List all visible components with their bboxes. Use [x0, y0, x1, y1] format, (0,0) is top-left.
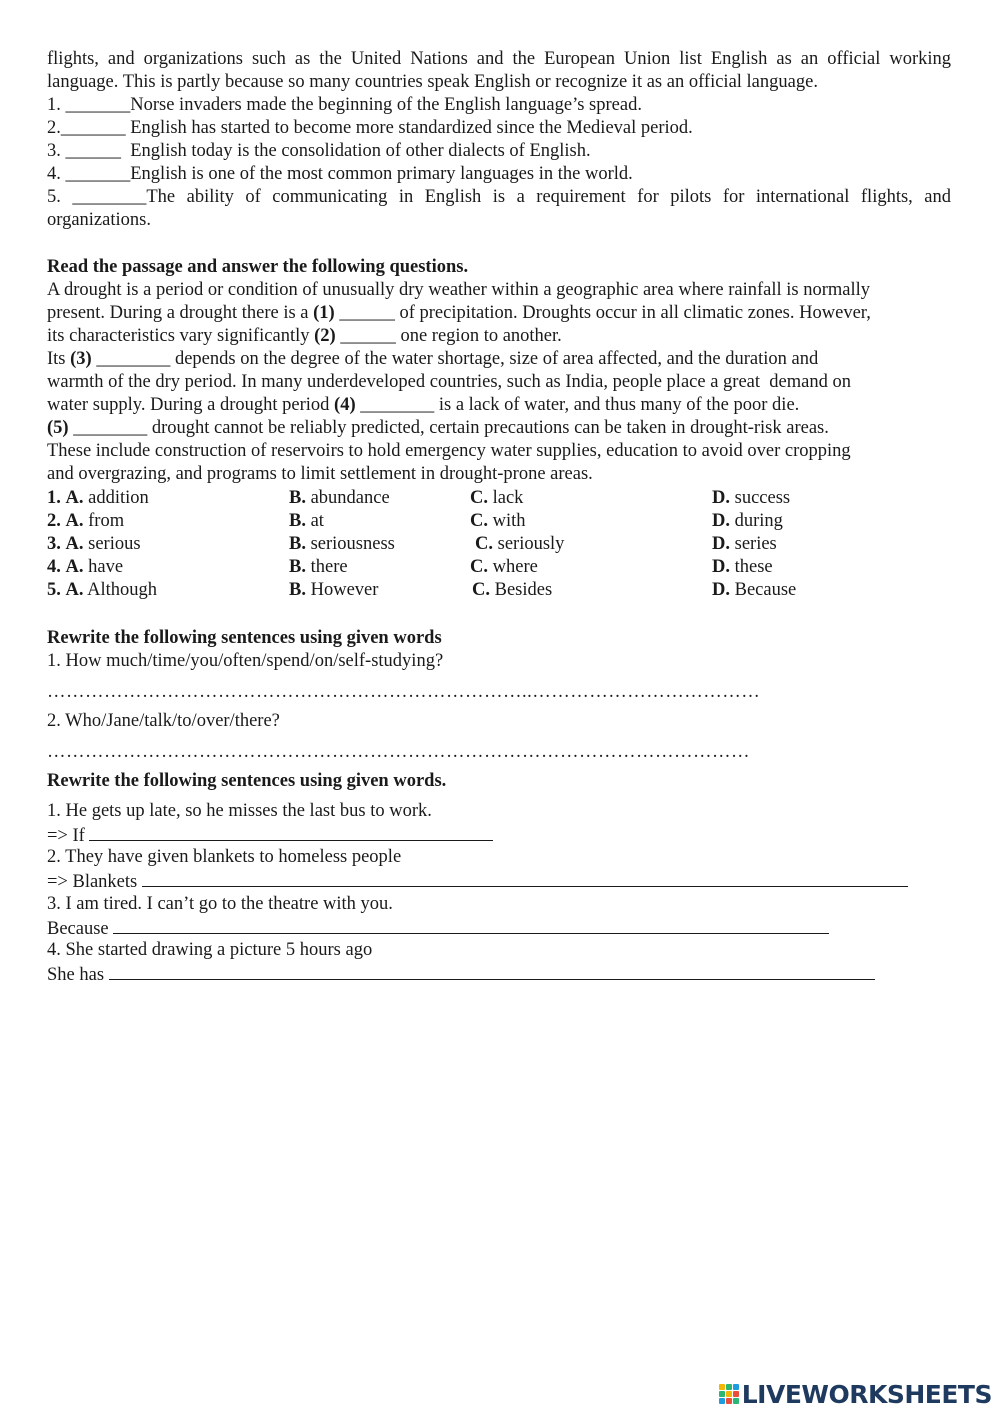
tf-blank-1[interactable]: _______ [65, 95, 131, 115]
tf-blank-3[interactable]: ______ [65, 141, 121, 161]
option-3-c[interactable]: C. seriously [475, 534, 565, 554]
option-1-b[interactable]: B. abundance [289, 488, 390, 508]
rewrite1-question-2: 2. Who/Jane/talk/to/over/there? [47, 711, 280, 731]
liveworksheets-logo [719, 1379, 992, 1409]
option-4-d[interactable]: D. these [712, 557, 773, 577]
cloze-line-3: its characteristics vary significantly (2) ______ one region to another. [47, 326, 562, 346]
rewrite1-heading: Rewrite the following sentences using given words [47, 628, 442, 648]
rewrite2-answer-4: She has [47, 962, 875, 987]
option-4-b[interactable]: B. there [289, 557, 348, 577]
option-2-c[interactable]: C. with [470, 511, 526, 531]
cloze-line-5: warmth of the dry period. In many underdeveloped countries, such as India, people place a great demand on [47, 372, 851, 392]
rewrite2-question-2: 2. They have given blankets to homeless people [47, 847, 402, 867]
tf-blank-5[interactable]: ________ [72, 187, 147, 207]
rewrite2-question-3: 3. I am tired. I can’t go to the theatre with you. [47, 894, 393, 914]
option-3-a[interactable]: 3. A. serious [47, 534, 141, 554]
option-2-a[interactable]: 2. A. from [47, 511, 125, 531]
option-2-b[interactable]: B. at [289, 511, 324, 531]
option-5-d[interactable]: D. Because [712, 580, 797, 600]
option-1-a[interactable]: 1. A. addition [47, 488, 149, 508]
option-1-d[interactable]: D. success [712, 488, 791, 508]
cloze-line-4: Its (3) ________ depends on the degree of the water shortage, size of area affected, and the duration and [47, 349, 819, 369]
gap-marker-5: (5) [47, 418, 69, 438]
rewrite1-answer-2[interactable]: ………………………………………………………………………………………………… [47, 742, 750, 762]
cloze-line-8: These include construction of reservoirs to hold emergency water supplies, education to avoid over cropping [47, 441, 851, 461]
option-2-d[interactable]: D. during [712, 511, 783, 531]
option-5-c[interactable]: C. Besides [472, 580, 553, 600]
tf-item-2: 2._______ English has started to become more standardized since the Medieval period. [47, 118, 693, 138]
option-5-a[interactable]: 5. A. Although [47, 580, 157, 600]
option-4-c[interactable]: C. where [470, 557, 538, 577]
tf-item-1: 1. _______Norse invaders made the beginning of the English language’s spread. [47, 95, 642, 115]
tf-item-3: 3. ______ English today is the consolidation of other dialects of English. [47, 141, 591, 161]
logo-grid-icon [719, 1384, 739, 1404]
rewrite1-answer-1[interactable]: …………………………………………………………………..……………………………… [47, 682, 761, 702]
intro-line-2: language. This is partly because so many countries speak English or recognize it as an official language. [47, 72, 818, 92]
tf-blank-2[interactable]: _______ [60, 118, 126, 138]
tf-item-5-cont: organizations. [47, 210, 151, 230]
intro-line-1: flights, and organizations such as the United Nations and the European Union list English as an official working [47, 49, 951, 69]
answer-line-1[interactable] [89, 823, 493, 841]
tf-item-4: 4. _______English is one of the most common primary languages in the world. [47, 164, 633, 184]
rewrite2-question-1: 1. He gets up late, so he misses the last bus to work. [47, 801, 432, 821]
answer-line-2[interactable] [142, 869, 908, 887]
option-3-d[interactable]: D. series [712, 534, 777, 554]
cloze-line-9: and overgrazing, and programs to limit settlement in drought-prone areas. [47, 464, 593, 484]
cloze-heading: Read the passage and answer the following questions. [47, 257, 469, 277]
gap-marker-2: (2) [314, 326, 336, 346]
option-4-a[interactable]: 4. A. have [47, 557, 124, 577]
answer-line-3[interactable] [113, 916, 829, 934]
gap-marker-3: (3) [70, 349, 92, 369]
option-1-c[interactable]: C. lack [470, 488, 524, 508]
gap-marker-4: (4) [334, 395, 356, 415]
gap-marker-1: (1) [313, 303, 335, 323]
cloze-line-7: (5) ________ drought cannot be reliably predicted, certain precautions can be taken in drought-risk areas. [47, 418, 829, 438]
option-5-b[interactable]: B. However [289, 580, 379, 600]
cloze-line-1: A drought is a period or condition of unusually dry weather within a geographic area where rainfall is normally [47, 280, 871, 300]
cloze-line-2: present. During a drought there is a (1) ______ of precipitation. Droughts occur in all climatic zones. However, [47, 303, 871, 323]
cloze-line-6: water supply. During a drought period (4) ________ is a lack of water, and thus many of the poor die. [47, 395, 800, 415]
logo-text: LIVEWORKSHEETS [741, 1379, 992, 1409]
rewrite2-heading: Rewrite the following sentences using given words. [47, 771, 447, 791]
rewrite2-answer-2: => Blankets [47, 869, 908, 894]
tf-item-5: 5. ________The ability of communicating in English is a requirement for pilots for international flights, and [47, 187, 952, 207]
answer-line-4[interactable] [109, 962, 875, 980]
rewrite1-question-1: 1. How much/time/you/often/spend/on/self-studying? [47, 651, 444, 671]
rewrite2-question-4: 4. She started drawing a picture 5 hours ago [47, 940, 373, 960]
tf-blank-4[interactable]: _______ [65, 164, 131, 184]
rewrite2-answer-3: Because [47, 916, 829, 941]
option-3-b[interactable]: B. seriousness [289, 534, 395, 554]
rewrite2-answer-1: => If [47, 823, 493, 848]
